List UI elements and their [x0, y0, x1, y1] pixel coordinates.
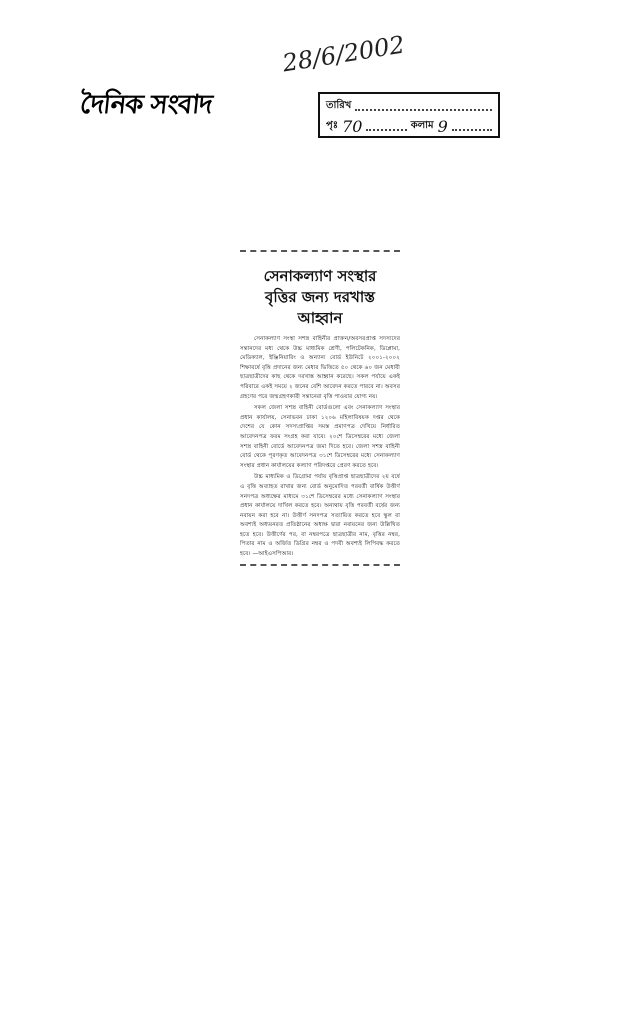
headline-line-2: বৃত্তির জন্য দরখাস্ত [265, 288, 375, 306]
newspaper-masthead: দৈনিক সংবাদ [78, 90, 214, 120]
headline-line-1: সেনাকল্যাণ সংস্থার [263, 267, 377, 285]
article-headline [240, 266, 400, 329]
headline-line-3: আহ্বান [297, 309, 343, 327]
article-paragraph: উচ্চ মাধ্যমিক ও ডিগ্রোমা পর্যায় বৃত্তিপ্রাপ্ত ছাত্রছাত্রীদের ২য় বর্ষে এ বৃত্তি অব্যাহত রাখার জন্য বোর্ড অনুমোদিত পরবর্তী বার্ষিক উত্তীর্ণ সনদপত্র অধ্যক্ষের মাধ্যমে ৩১শে ডিসেম্বরের মধ্যে সেনাকল্যাণ সংস্থার প্রধান কার্যালয়ে দাখিল করতে হবে। অন্যথায় বৃত্তি পরবর্তী বর্ষের জন্য নবায়ন করা হবে না। উত্তীর্ণ সনদপত্র সত্যায়িত করতে হবে স্কুল বা অবশ্যই অধ্যয়নরত প্রতিষ্ঠানের অধ্যক্ষ দ্বারা নবায়নের জন্য উল্লিখিত হতে হবে। উত্তীর্ণের পর, বা নম্বরপত্রে ছাত্রছাত্রীর নাম, বৃত্তির নম্বর, পিতার নাম ও অর্জিত ডিগ্রির নম্বর ও পদবী অবশ্যই লিপিবদ্ধ করতে হবে। —আইএসপিআর। [240, 474, 400, 558]
clipping-top-edge [240, 250, 400, 260]
article-clipping [240, 250, 400, 750]
article-paragraph: সকল জেলা সশস্ত্র বাহিনী বোর্ডগুলো এবং সেনাকল্যাণ সংস্থার প্রধান কার্যালয়, সেনাভবন ঢাকা ১২০৬ মহিলাবিষয়ক দপ্তর থেকে দেশের যে কোন সদস্যপ্রাপ্তির সমস্ত প্রমাণপত্র দেখিয়ে নির্ধারিত আবেদনপত্র ফরম সংগ্রহ করা যাবে। ২০শে ডিসেম্বরের মধ্যে জেলা সশস্ত্র বাহিনী বোর্ডে আবেদনপত্র জমা দিতে হবে। জেলা সশস্ত্র বাহিনী বোর্ড থেকে পূরণকৃত আবেদনপত্র ৩১শে ডিসেম্বরের মধ্যে সেনাকল্যাণ সংস্থার প্রধান কার্যালয়ের কল্যাণ পরিদপ্তরে প্রেরণ করতে হবে। [240, 405, 400, 469]
stamp-page-label: পৃঃ [326, 119, 339, 131]
stamp-column-value: 9 [437, 116, 448, 136]
stamp-column-blank [452, 121, 492, 131]
stamp-date-blank [355, 101, 492, 111]
stamp-date-row [326, 96, 492, 116]
clipping-stamp [318, 92, 500, 138]
clipping-bottom-edge [240, 564, 400, 566]
stamp-column-label: কলাম [410, 119, 434, 131]
stamp-page-blank [366, 121, 406, 131]
stamp-date-label: তারিখ [326, 99, 352, 111]
stamp-page-row [326, 116, 492, 136]
article-paragraph: সেনাকল্যাণ সংস্থা সশস্ত্র বাহিনীর প্রাক্তন/অবসরপ্রাপ্ত সদস্যদের সন্তানদের মধ্য থেকে উচ্চ মাধ্যমিক শ্রেণী, পলিটেকনিক, ডিপ্লোমা, মেডিক্যাল, ইঞ্জিনিয়ারিং ও অন্যান্য বোর্ড ইউনিটে ২০০১-২০০২ শিক্ষাবর্ষে বৃত্তি প্রদানের জন্য মেধার ভিত্তিতে ৫০ থেকে ৬০ জন মেধাবী ছাত্রছাত্রীদের কাছ থেকে দরখাস্ত আহ্বান করেছে। সকল পর্যায়ে একই পরিবারে একই সময়ে ২ জনের বেশি আবেদন করতে পারবে না। অবসর গ্রহণের পরে জন্মগ্রহণকারী সন্তানেরা বৃত্তি পাওয়ার যোগ্য নয়। [240, 336, 400, 400]
handwritten-date: 28/6/2002 [280, 30, 407, 78]
stamp-page-value: 70 [342, 116, 363, 136]
